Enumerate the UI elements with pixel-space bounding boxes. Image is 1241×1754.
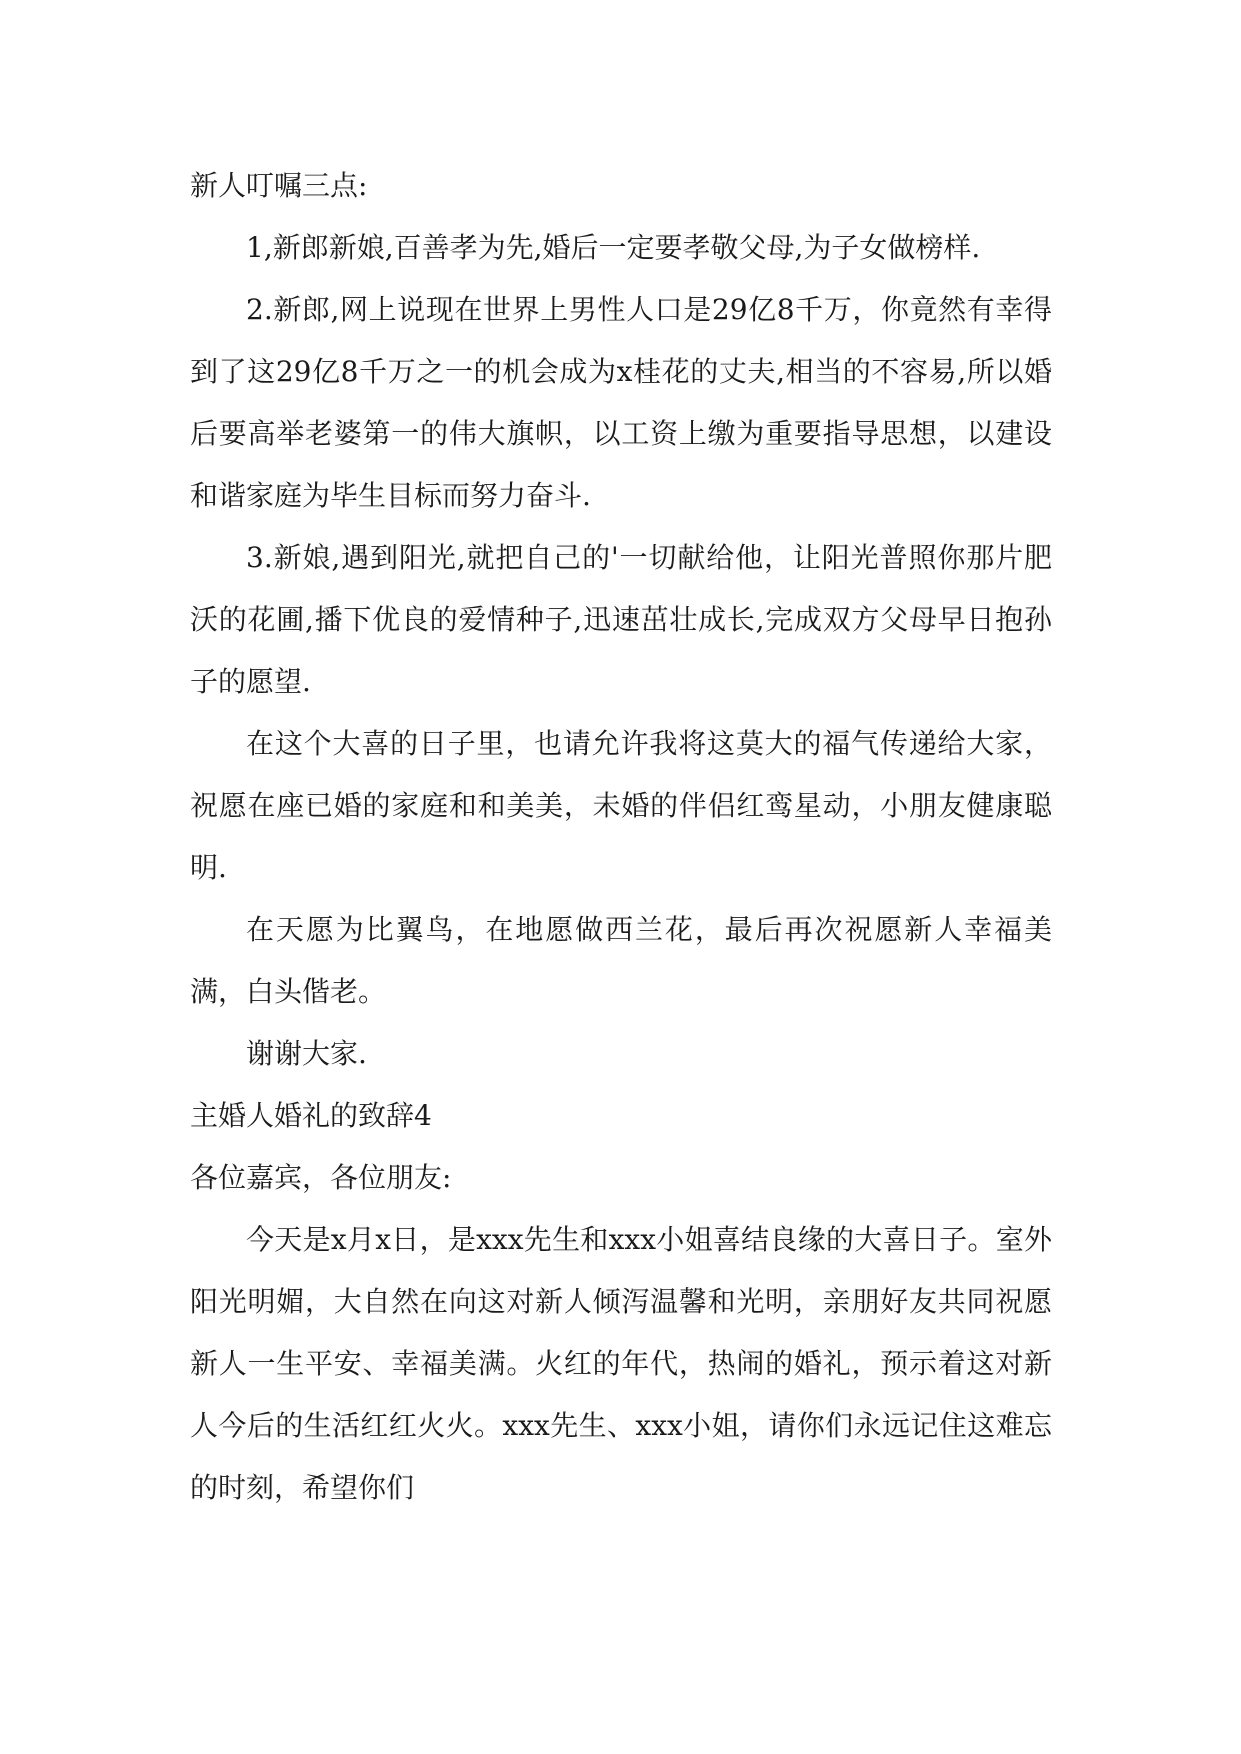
section-title: 主婚人婚礼的致辞4 (190, 1099, 432, 1132)
closing-wish-paragraph: 在天愿为比翼鸟，在地愿做西兰花，最后再次祝愿新人幸福美满，白头偕老。 (190, 913, 1052, 1008)
reminder-point-2: 2.新郎,网上说现在世界上男性人口是29亿8千万，你竟然有幸得到了这29亿8千万之一的机会成为x桂花的丈夫,相当的不容易,所以婚后要高举老婆第一的伟大旗帜，以工资上缴为重要指导思想，以建设和谐家庭为毕生目标而努力奋斗. (190, 293, 1052, 512)
reminder-point-3: 3.新娘,遇到阳光,就把自己的'一切献给他，让阳光普照你那片肥沃的花圃,播下优良的爱情种子,迅速茁壮成长,完成双方父母早日抱孙子的愿望. (190, 541, 1052, 698)
document-body (190, 155, 1052, 1519)
reminder-point-1: 1,新郎新娘,百善孝为先,婚后一定要孝敬父母,为子女做榜样. (246, 231, 981, 264)
speech-body-paragraph: 今天是x月x日，是xxx先生和xxx小姐喜结良缘的大喜日子。室外阳光明媚，大自然在向这对新人倾泻温馨和光明，亲朋好友共同祝愿新人一生平安、幸福美满。火红的年代，热闹的婚礼，预示着这对新人今后的生活红红火火。xxx先生、xxx小姐，请你们永远记住这难忘的时刻，希望你们 (190, 1223, 1052, 1504)
blessing-paragraph: 在这个大喜的日子里，也请允许我将这莫大的福气传递给大家，祝愿在座已婚的家庭和和美美，未婚的伴侣红鸾星动，小朋友健康聪明. (190, 727, 1052, 884)
thanks-line: 谢谢大家. (246, 1037, 367, 1070)
reminders-heading: 新人叮嘱三点: (190, 169, 368, 202)
greeting-line: 各位嘉宾，各位朋友: (190, 1161, 452, 1194)
